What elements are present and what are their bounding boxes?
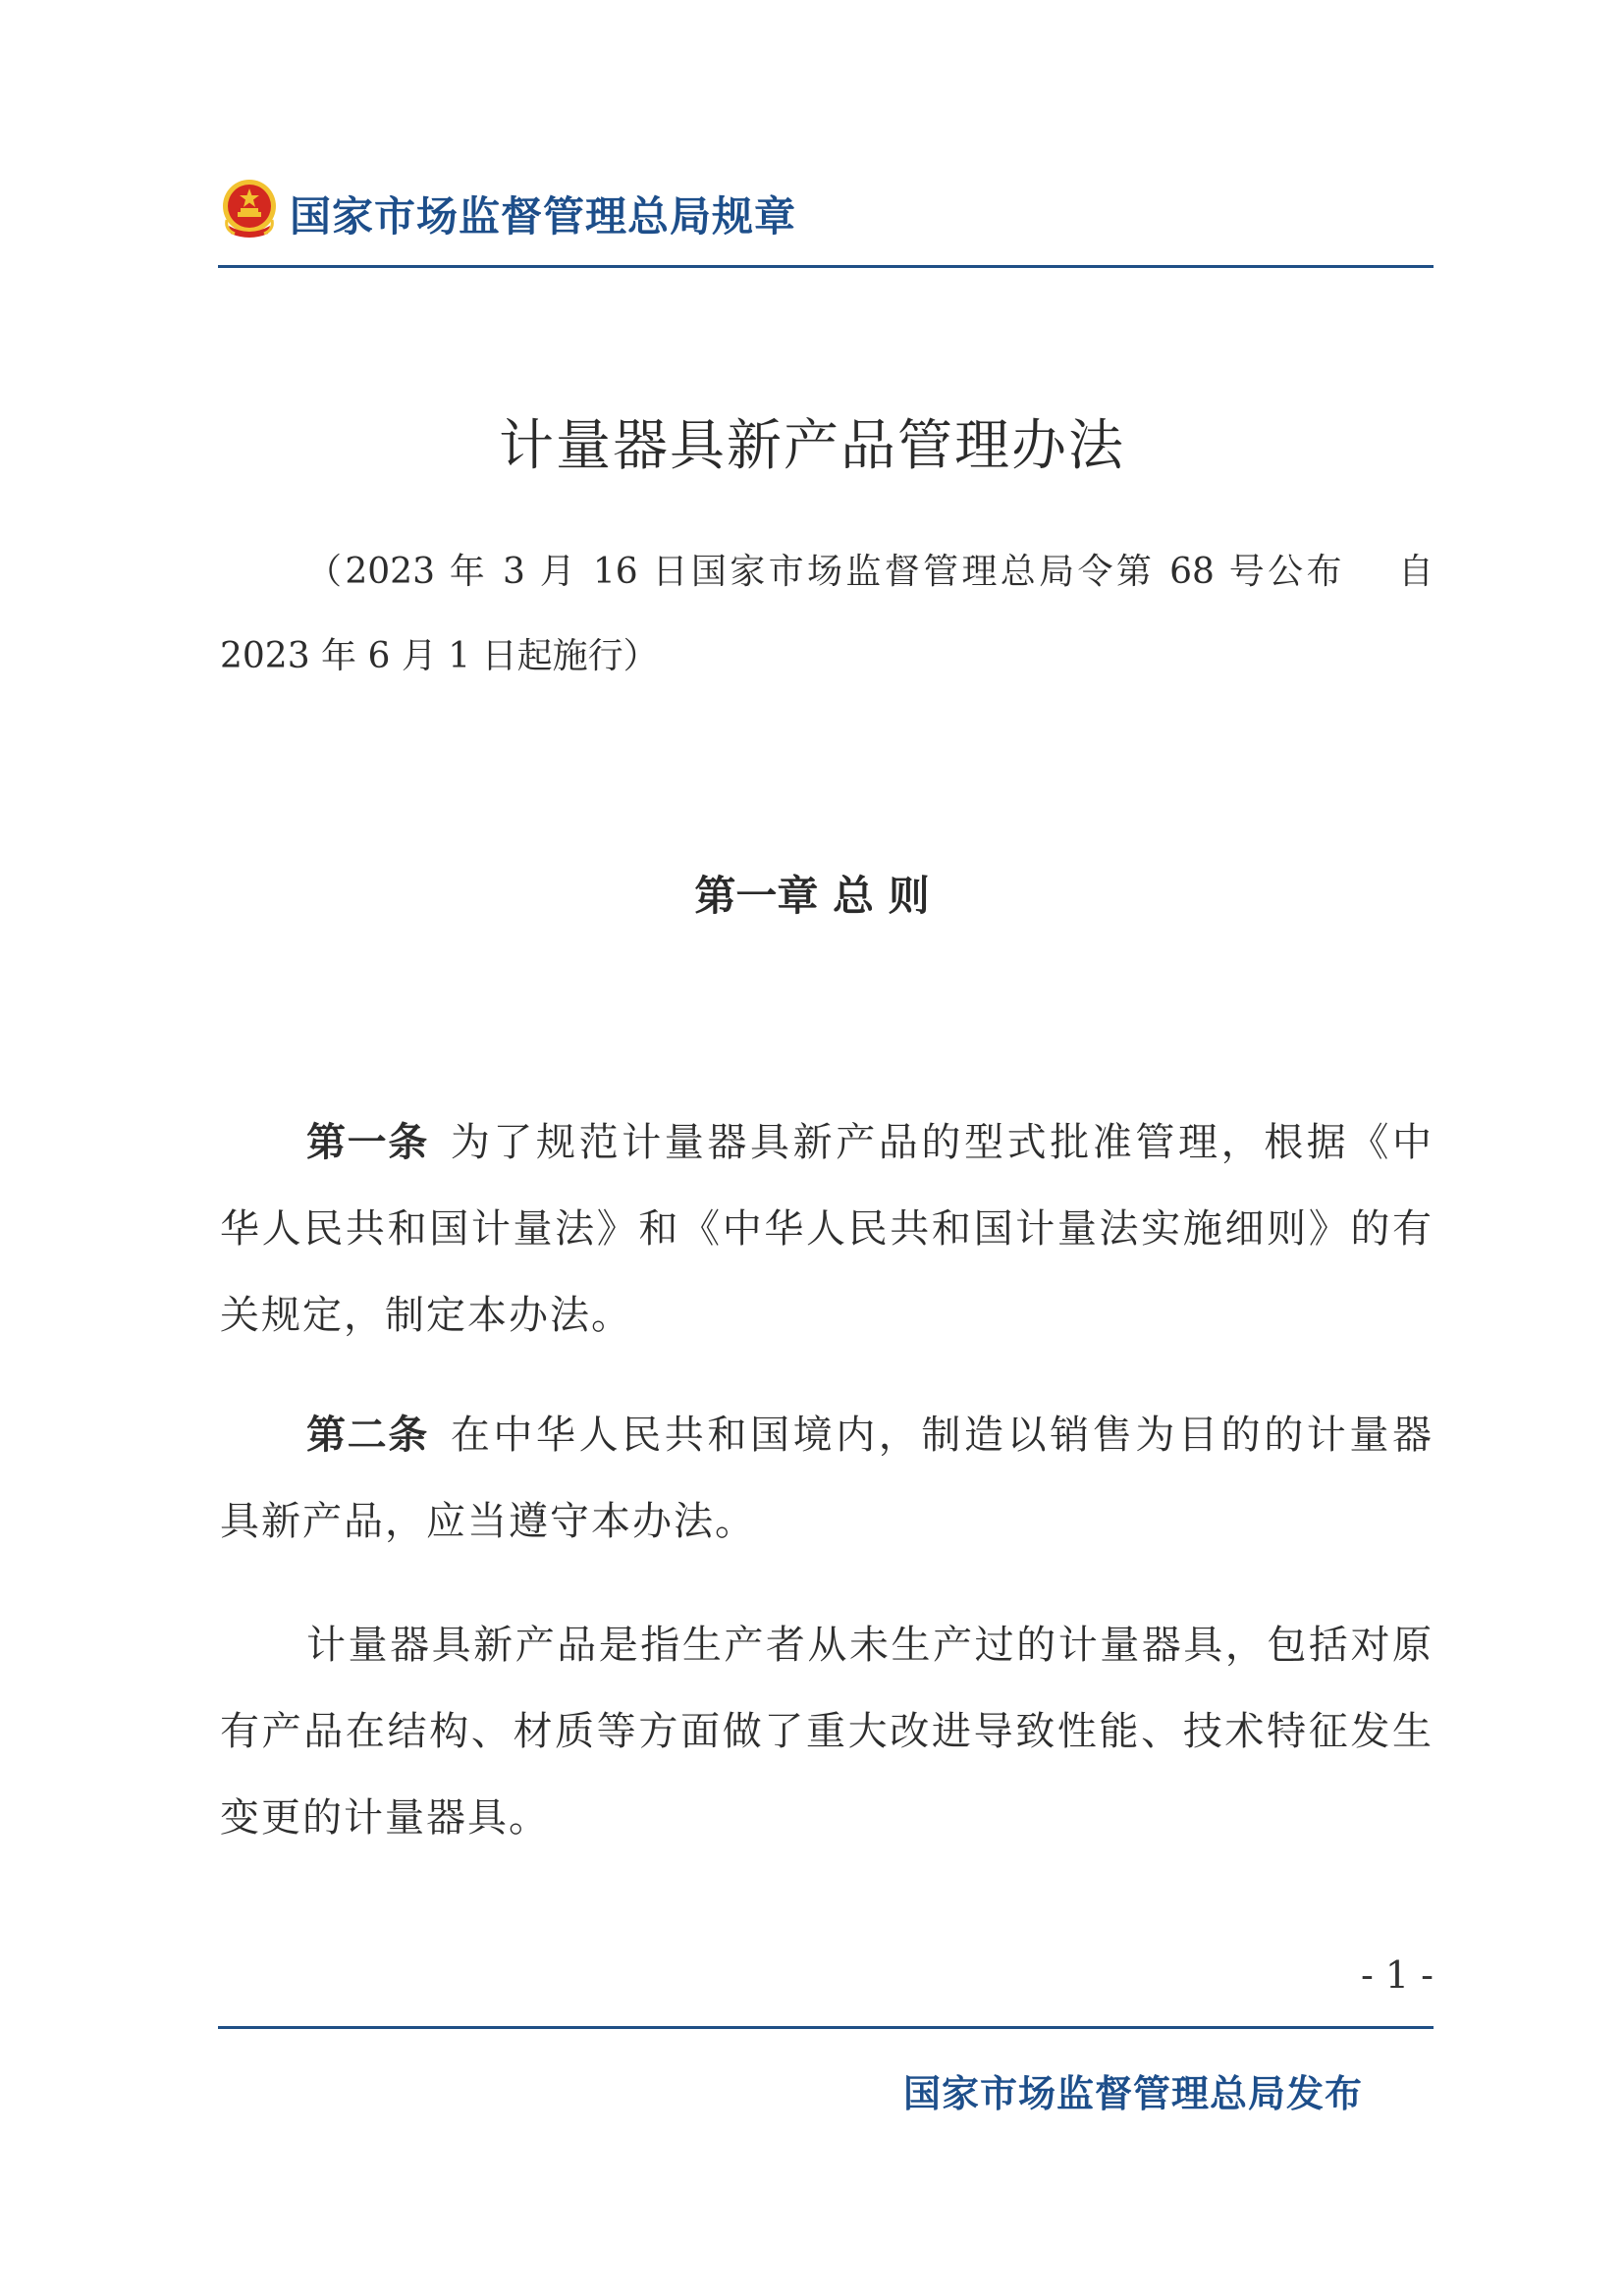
article-label: 第一条 xyxy=(306,1120,429,1165)
header-divider xyxy=(218,265,1434,268)
national-emblem-icon xyxy=(221,177,278,240)
footer-publisher: 国家市场监督管理总局发布 xyxy=(903,2072,1364,2115)
footer-divider xyxy=(218,2026,1434,2029)
document-title: 计量器具新产品管理办法 xyxy=(499,414,1125,478)
page-number: - 1 - xyxy=(1360,1953,1434,1997)
paragraph: 计量器具新产品是指生产者从未生产过的计量器具，包括对原有产品在结构、材质等方面做了重大改进导致性能、技术特征发生变更的计量器具。 xyxy=(220,1623,1434,1841)
article-label: 第二条 xyxy=(306,1413,429,1458)
header-title: 国家市场监督管理总局规章 xyxy=(290,192,797,240)
article-1 xyxy=(220,1099,1434,1359)
chapter-heading: 第一章 总 则 xyxy=(694,872,930,920)
promulgation-note: （2023 年 3 月 16 日国家市场监督管理总局令第 68 号公布 自 2023 年 6 月 1 日起施行） xyxy=(220,552,1434,676)
page-header xyxy=(221,173,1431,251)
article-2 xyxy=(220,1392,1434,1565)
article-text: 在中华人民共和国境内，制造以销售为目的的计量器具新产品，应当遵守本办法。 xyxy=(220,1413,1435,1544)
article-text: 为了规范计量器具新产品的型式批准管理，根据《中华人民共和国计量法》和《中华人民共和国计量法实施细则》的有关规定，制定本办法。 xyxy=(220,1120,1435,1338)
